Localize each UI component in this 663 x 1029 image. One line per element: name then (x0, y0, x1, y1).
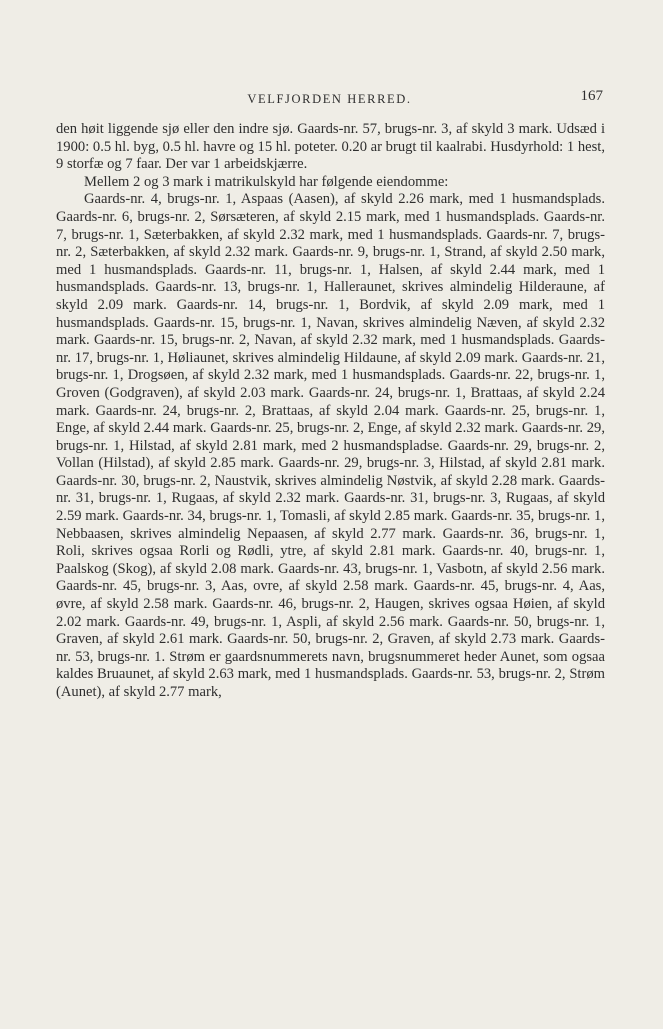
page-number: 167 (580, 88, 603, 104)
paragraph-3: Gaards-nr. 4, brugs-nr. 1, Aspaas (Aasen), af skyld 2.26 mark, med 1 husmandsplads. Gaards-nr. 6, brugs-nr. 2, Sørsæteren, af skyld 2.15 mark, med 1 husmandsplads. Gaards-nr. 7, brugs-nr. 1, Sæterbakken, af skyld 2.32 mark, med 1 husmandsplads. Gaards-nr. 7, brugs-nr. 2, Sæterbakken, af skyld 2.32 mark. Gaards-nr. 9, brugs-nr. 1, Strand, af skyld 2.50 mark, med 1 husmandsplads. Gaards-nr. 11, brugs-nr. 1, Halsen, af skyld 2.44 mark, med 1 husmandsplads. Gaards-nr. 13, brugs-nr. 1, Halleraunet, skrives almindelig Hilderaune, af skyld 2.09 mark. Gaards-nr. 14, brugs-nr. 1, Bordvik, af skyld 2.09 mark, med 1 husmandsplads. Gaards-nr. 15, brugs-nr. 1, Navan, skrives almindelig Næven, af skyld 2.32 mark. Gaards-nr. 15, brugs-nr. 2, Navan, af skyld 2.32 mark, med 1 husmandsplads. Gaards-nr. 17, brugs-nr. 1, Høliaunet, skrives almindelig Hildaune, af skyld 2.09 mark. Gaards-nr. 21, brugs-nr. 1, Drogsøen, af skyld 2.32 mark, med 1 husmandsplads. Gaards-nr. 22, brugs-nr. 1, Groven (Godgraven), af skyld 2.03 mark. Gaards-nr. 24, brugs-nr. 1, Brattaas, af skyld 2.24 mark. Gaards-nr. 24, brugs-nr. 2, Brattaas, af skyld 2.04 mark. Gaards-nr. 25, brugs-nr. 1, Enge, af skyld 2.44 mark. Gaards-nr. 25, brugs-nr. 2, Enge, af skyld 2.32 mark. Gaards-nr. 29, brugs-nr. 1, Hilstad, af skyld 2.81 mark, med 2 husmandspladse. Gaards-nr. 29, brugs-nr. 2, Vollan (Hilstad), af skyld 2.85 mark. Gaards-nr. 29, brugs-nr. 3, Hilstad, af skyld 2.81 mark. Gaards-nr. 30, brugs-nr. 2, Naustvik, skrives almindelig Nøstvik, af skyld 2.28 mark. Gaards-nr. 31, brugs-nr. 1, Rugaas, af skyld 2.32 mark. Gaards-nr. 31, brugs-nr. 3, Rugaas, af skyld 2.59 mark. Gaards-nr. 34, brugs-nr. 1, Tomasli, af skyld 2.85 mark. Gaards-nr. 35, brugs-nr. 1, Nebbaasen, skrives almindelig Nepaasen, af skyld 2.77 mark. Gaards-nr. 36, brugs-nr. 1, Roli, skrives ogsaa Rorli og Rødli, ytre, af skyld 2.81 mark. Gaards-nr. 40, brugs-nr. 1, Paalskog (Skog), af skyld 2.08 mark. Gaards-nr. 43, brugs-nr. 1, Vasbotn, af skyld 2.56 mark. Gaards-nr. 45, brugs-nr. 3, Aas, ovre, af skyld 2.58 mark. Gaards-nr. 45, brugs-nr. 4, Aas, øvre, af skyld 2.58 mark. Gaards-nr. 46, brugs-nr. 2, Haugen, skrives ogsaa Høien, af skyld 2.02 mark. Gaards-nr. 49, brugs-nr. 1, Aspli, af skyld 2.56 mark. Gaards-nr. 50, brugs-nr. 1, Graven, af skyld 2.61 mark. Gaards-nr. 50, brugs-nr. 2, Graven, af skyld 2.73 mark. Gaards-nr. 53, brugs-nr. 1. Strøm er gaardsnummerets navn, brugsnummeret heder Aunet, som ogsaa kaldes Bruaunet, af skyld 2.63 mark, med 1 husmandsplads. Gaards-nr. 53, brugs-nr. 2, Strøm (Aunet), af skyld 2.77 mark, (56, 191, 605, 700)
running-title: VELFJORDEN HERRED. (247, 92, 412, 106)
body-text (56, 121, 605, 702)
running-head (56, 88, 603, 108)
paragraph-2: Mellem 2 og 3 mark i matrikulskyld har følgende eiendomme: (84, 173, 449, 190)
paragraph-1: den høit liggende sjø eller den indre sjø. Gaards-nr. 57, brugs-nr. 3, af skyld 3 mark. Udsæd i 1900: 0.5 hl. byg, 0.5 hl. havre og 15 hl. poteter. 0.20 ar brugt til kaalrabi. Husdyrhold: 1 hest, 9 storfæ og 7 faar. Der var 1 arbeidskjærre. (56, 121, 605, 173)
